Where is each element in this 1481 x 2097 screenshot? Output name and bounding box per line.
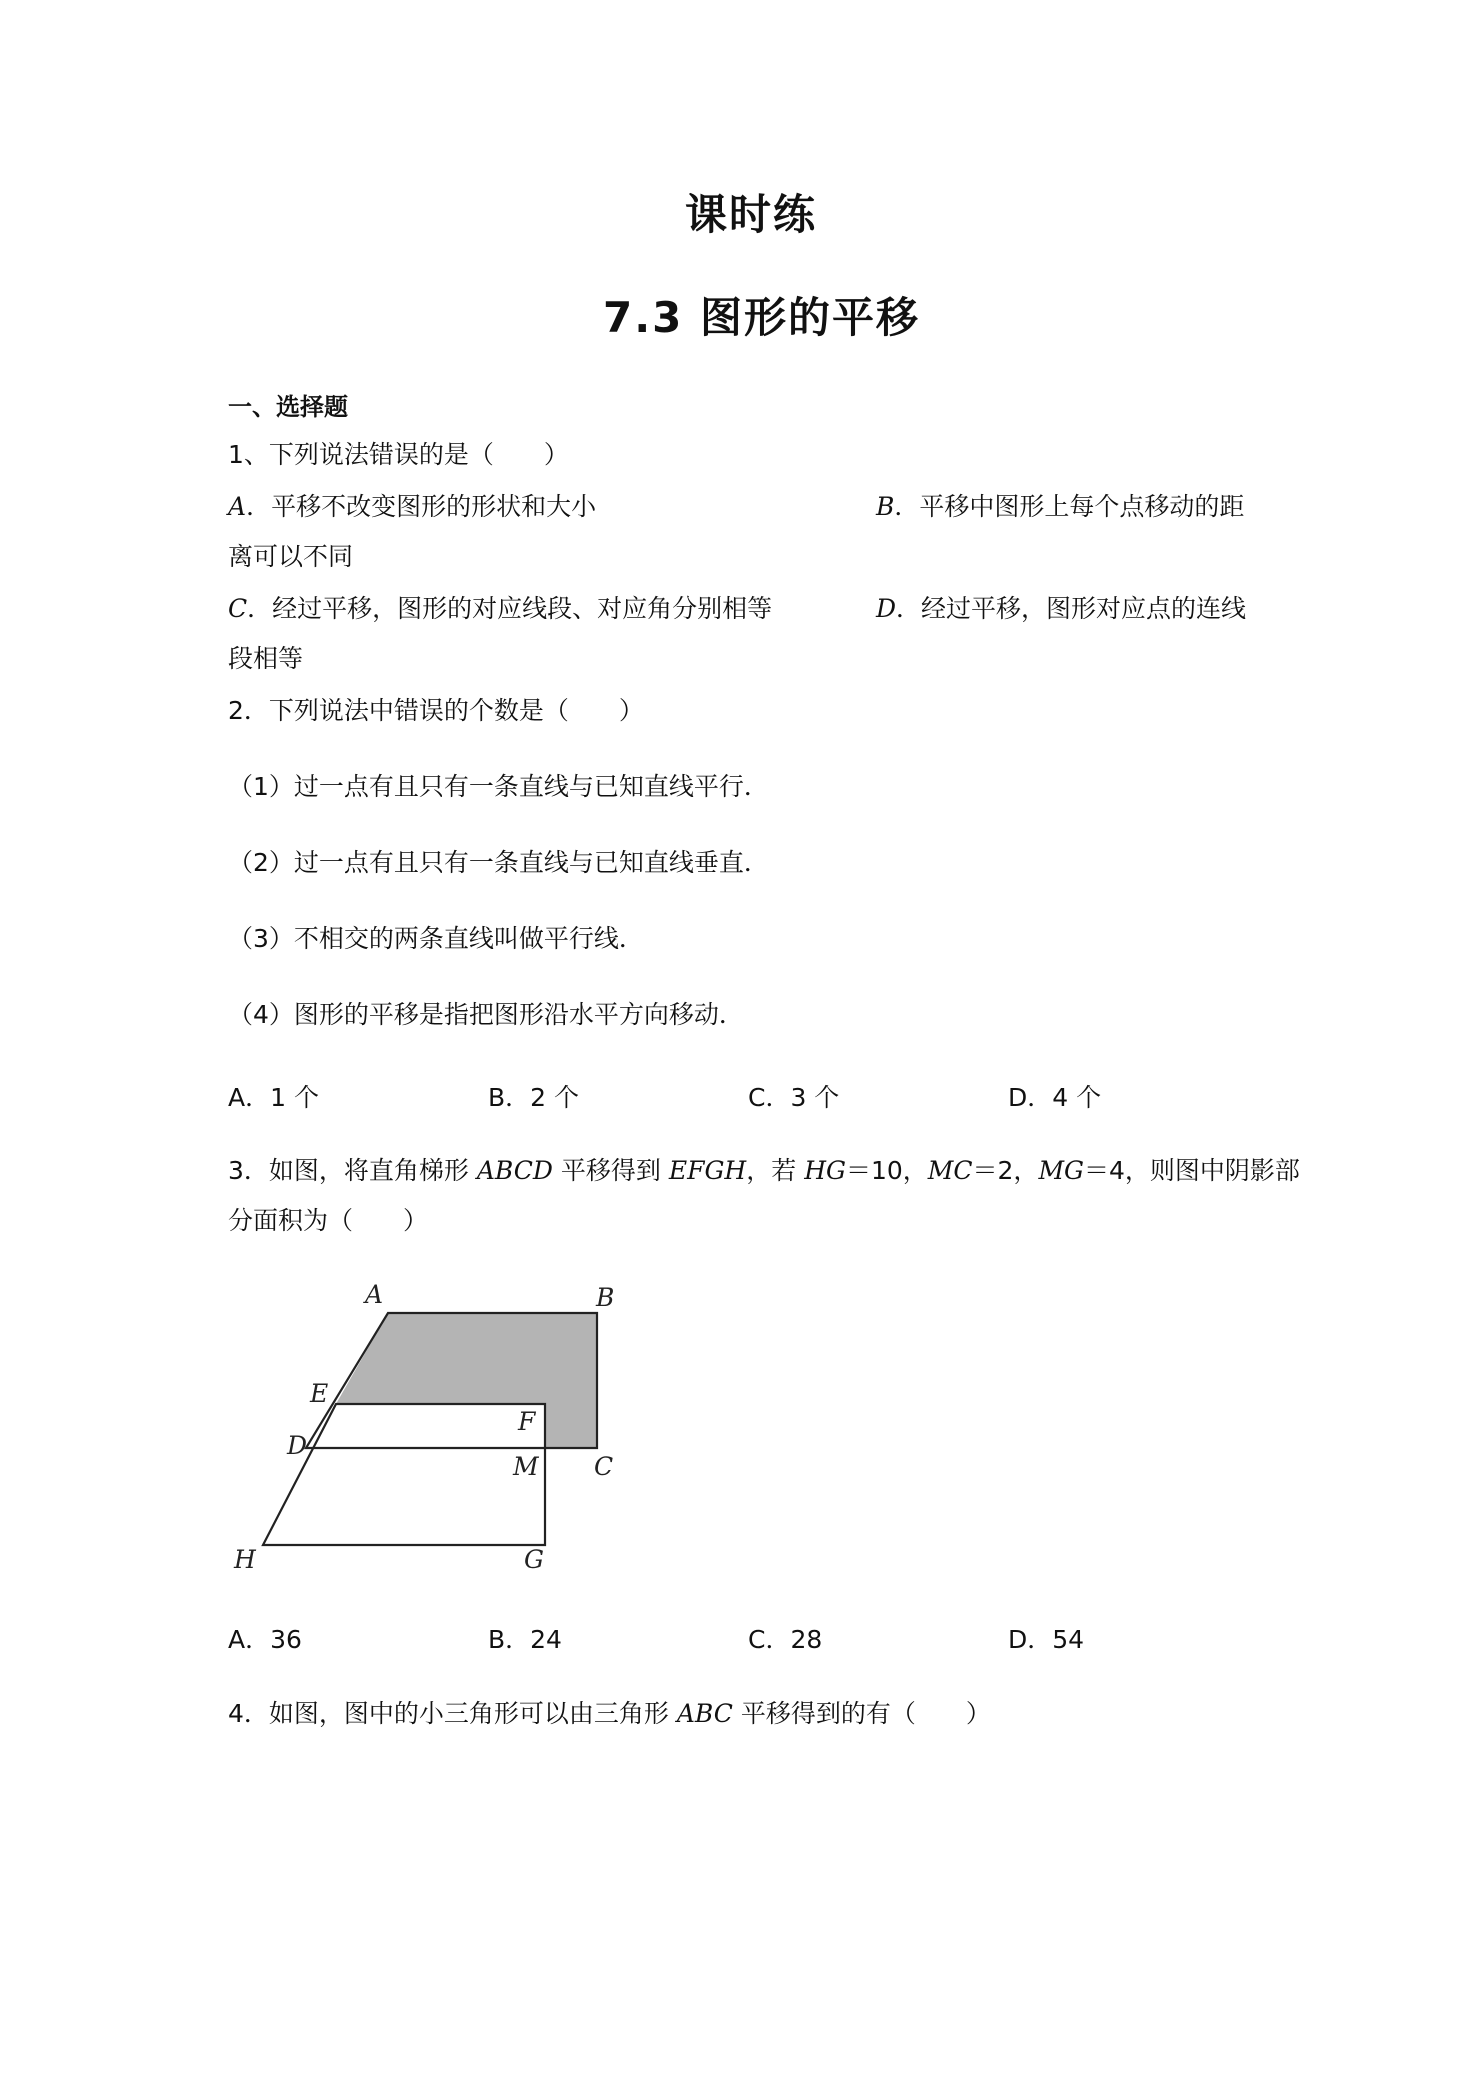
section-heading: 一、选择题 xyxy=(228,393,348,421)
q1-b-letter: B xyxy=(876,492,895,521)
q3-stem xyxy=(228,1154,1300,1188)
q2-item-2: （2）过一点有且只有一条直线与已知直线垂直． xyxy=(228,848,769,877)
q1-d-letter: D xyxy=(876,594,897,623)
q1-c-letter: C xyxy=(228,594,248,623)
q3-trapezoid-figure xyxy=(220,1270,640,1600)
q1-option-b-continued: 离可以不同 xyxy=(228,542,354,571)
q1-b-text: ．平移中图形上每个点移动的距 xyxy=(894,492,1245,521)
label-b: B xyxy=(596,1283,615,1312)
q1-d-text: ．经过平移，图形对应点的连线 xyxy=(896,594,1247,623)
label-g: G xyxy=(524,1545,544,1574)
q3-stem-line2: 分面积为（ ） xyxy=(228,1206,429,1235)
q2-stem: 2．下列说法中错误的个数是（ ） xyxy=(228,696,644,725)
q1-a-text: ．平移不改变图形的形状和大小 xyxy=(246,492,597,521)
q3-abcd: ABCD xyxy=(476,1156,553,1185)
q1-option-d xyxy=(876,592,1246,626)
q1-stem: 1、下列说法错误的是（ ） xyxy=(228,440,569,469)
q2-option-c: C．3 个 xyxy=(748,1083,840,1112)
label-c: C xyxy=(594,1452,614,1481)
q3-stem-part: ＝10， xyxy=(845,1156,928,1185)
q3-stem-part: ＝2， xyxy=(972,1156,1039,1185)
label-m: M xyxy=(513,1452,539,1481)
label-f: F xyxy=(518,1407,536,1436)
q2-option-b: B．2 个 xyxy=(488,1083,580,1112)
q2-item-1: （1）过一点有且只有一条直线与已知直线平行． xyxy=(228,772,769,801)
q4-stem-part: 平移得到的有（ ） xyxy=(740,1699,991,1728)
q3-option-b: B．24 xyxy=(488,1625,562,1654)
q1-a-letter: A xyxy=(228,492,247,521)
q4-abc: ABC xyxy=(676,1699,733,1728)
q1-option-c xyxy=(228,592,772,626)
q3-stem-part: ＝4，则图中阴影部 xyxy=(1084,1156,1300,1185)
q3-stem-part: 平移得到 xyxy=(560,1156,661,1185)
q3-hg: HG xyxy=(804,1156,846,1185)
q1-option-b xyxy=(876,490,1244,524)
q1-c-text: ．经过平移，图形的对应线段、对应角分别相等 xyxy=(247,594,773,623)
q2-item-4: （4）图形的平移是指把图形沿水平方向移动． xyxy=(228,1000,744,1029)
q3-option-c: C．28 xyxy=(748,1625,823,1654)
label-h: H xyxy=(234,1545,256,1574)
q3-stem-part: 3．如图，将直角梯形 xyxy=(228,1156,469,1185)
q2-option-a: A．1 个 xyxy=(228,1083,319,1112)
q1-option-a xyxy=(228,490,596,524)
q3-option-d: D．54 xyxy=(1008,1625,1085,1654)
label-d: D xyxy=(287,1431,308,1460)
q2-item-3: （3）不相交的两条直线叫做平行线． xyxy=(228,924,644,953)
q4-stem xyxy=(228,1697,991,1731)
label-a: A xyxy=(365,1280,384,1309)
q3-option-a: A．36 xyxy=(228,1625,302,1654)
q1-option-d-continued: 段相等 xyxy=(228,644,304,673)
label-e: E xyxy=(310,1379,329,1408)
q3-efgh: EFGH xyxy=(668,1156,747,1185)
q3-stem-part: ，若 xyxy=(746,1156,797,1185)
page-title: 课时练 xyxy=(685,190,818,239)
q2-option-d: D．4 个 xyxy=(1008,1083,1102,1112)
page-subtitle: 7.3 图形的平移 xyxy=(603,293,921,342)
q4-stem-part: 4．如图，图中的小三角形可以由三角形 xyxy=(228,1699,669,1728)
q3-mc: MC xyxy=(927,1156,973,1185)
trapezoid-efgh xyxy=(263,1404,545,1545)
q3-mg: MG xyxy=(1038,1156,1085,1185)
